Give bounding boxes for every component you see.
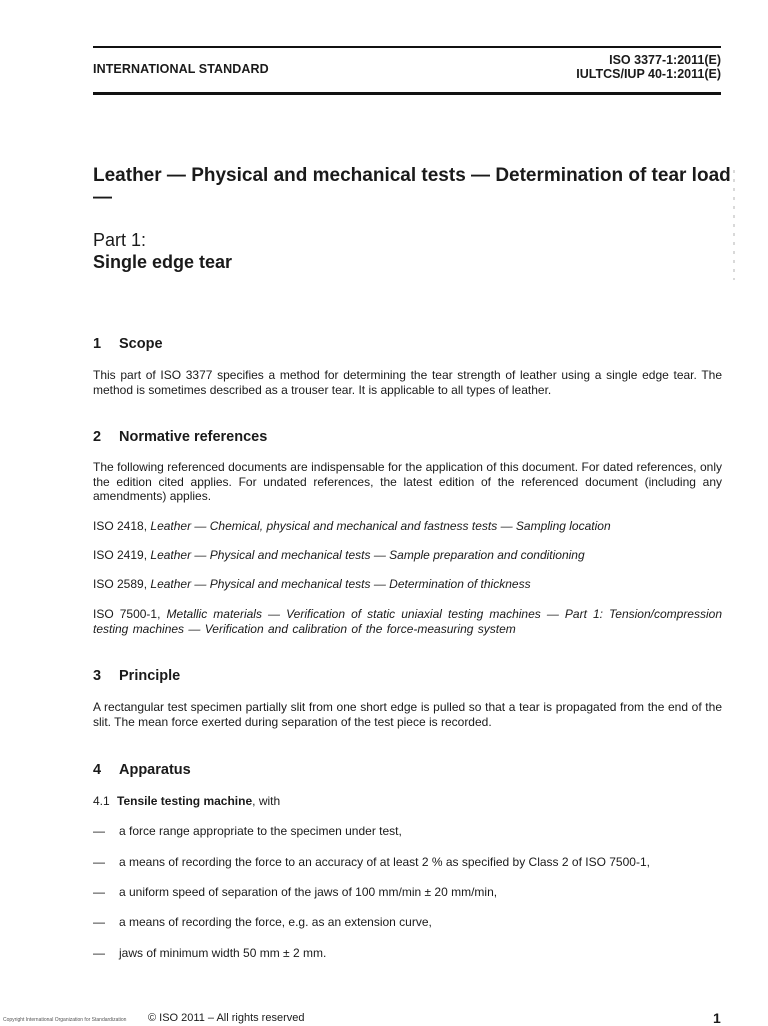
reference-item [93,548,722,563]
reference-id: ISO 2589, [93,577,148,591]
section-heading-apparatus [93,762,191,778]
section-title: Normative references [119,429,268,445]
reference-iultcs: IULTCS/IUP 40-1:2011(E) [576,67,721,81]
section-title: Scope [119,336,163,352]
document-type: INTERNATIONAL STANDARD [93,62,269,76]
section-number: 2 [93,429,102,445]
section-number: 4 [93,762,102,778]
list-item [93,885,497,899]
reference-title: Metallic materials — Verification of static uniaxial testing machines — Part 1: Tension/compression testing machines — Verification and calibration of the force-measuring system [93,607,722,636]
list-item [93,824,402,838]
clause-number: 4.1 [93,794,110,808]
dash-marker: — [93,946,105,960]
reference-id: ISO 2418, [93,519,148,533]
list-item [93,855,650,869]
section-title: Principle [119,668,181,684]
section-heading-scope [93,336,163,352]
dash-marker: — [93,885,105,899]
copyright-notice: Copyright International Organization for Standardization [3,1017,127,1023]
header-bottom-rule [93,92,721,95]
list-item-text: a means of recording the force to an accuracy of at least 2 % as specified by Class 2 of ISO 7500-1, [119,855,650,869]
section-heading-principle [93,668,180,684]
dash-marker: — [93,855,105,869]
section-title: Apparatus [119,762,191,778]
section-number: 3 [93,668,102,684]
list-item-text: a uniform speed of separation of the jaws of 100 mm/min ± 20 mm/min, [119,885,498,899]
list-item-text: a force range appropriate to the specimen under test, [119,824,402,838]
reference-item [93,519,722,534]
document-title: Leather — Physical and mechanical tests — Determination of tear load — [93,165,731,208]
normative-intro-paragraph: The following referenced documents are indispensable for the application of this document. For dated references, only the edition cited applies. For undated references, the latest edition of the referenced document (including any amendments) applies. [93,460,722,503]
reference-title: Leather — Physical and mechanical tests — Determination of thickness [150,577,531,591]
clause-title: Tensile testing machine [117,794,253,808]
section-number: 1 [93,336,102,352]
page-number: 1 [713,1010,721,1026]
reference-id: ISO 7500-1, [93,607,161,621]
copyright-footer: © ISO 2011 – All rights reserved [148,1012,305,1024]
clause-suffix: , with [252,794,281,808]
scope-paragraph: This part of ISO 3377 specifies a method for determining the tear strength of leather using a single edge tear. The method is sometimes described as a trouser tear. It is applicable to all types of leather. [93,368,722,397]
dash-marker: — [93,915,105,929]
header-top-rule [93,46,721,48]
reference-item [93,607,722,636]
part-title: Single edge tear [93,252,233,272]
reference-id: ISO 2419, [93,548,148,562]
list-item-text: a means of recording the force, e.g. as an extension curve, [119,915,432,929]
reference-item [93,577,722,592]
reference-title: Leather — Chemical, physical and mechanical and fastness tests — Sampling location [150,519,611,533]
list-item-text: jaws of minimum width 50 mm ± 2 mm. [119,946,327,960]
list-item [93,915,432,929]
document-reference [576,53,721,81]
clause-4-1 [93,794,280,808]
principle-paragraph: A rectangular test specimen partially slit from one short edge is pulled so that a tear is propagated from the end of the slit. The mean force exerted during separation of the test piece is recorded. [93,700,722,729]
section-heading-normative-references [93,429,267,445]
list-item [93,946,326,960]
reference-title: Leather — Physical and mechanical tests — Sample preparation and conditioning [150,548,585,562]
reference-iso: ISO 3377-1:2011(E) [609,53,721,67]
part-number: Part 1: [93,230,147,250]
dash-marker: — [93,824,105,838]
scan-edge-marks [733,170,735,280]
